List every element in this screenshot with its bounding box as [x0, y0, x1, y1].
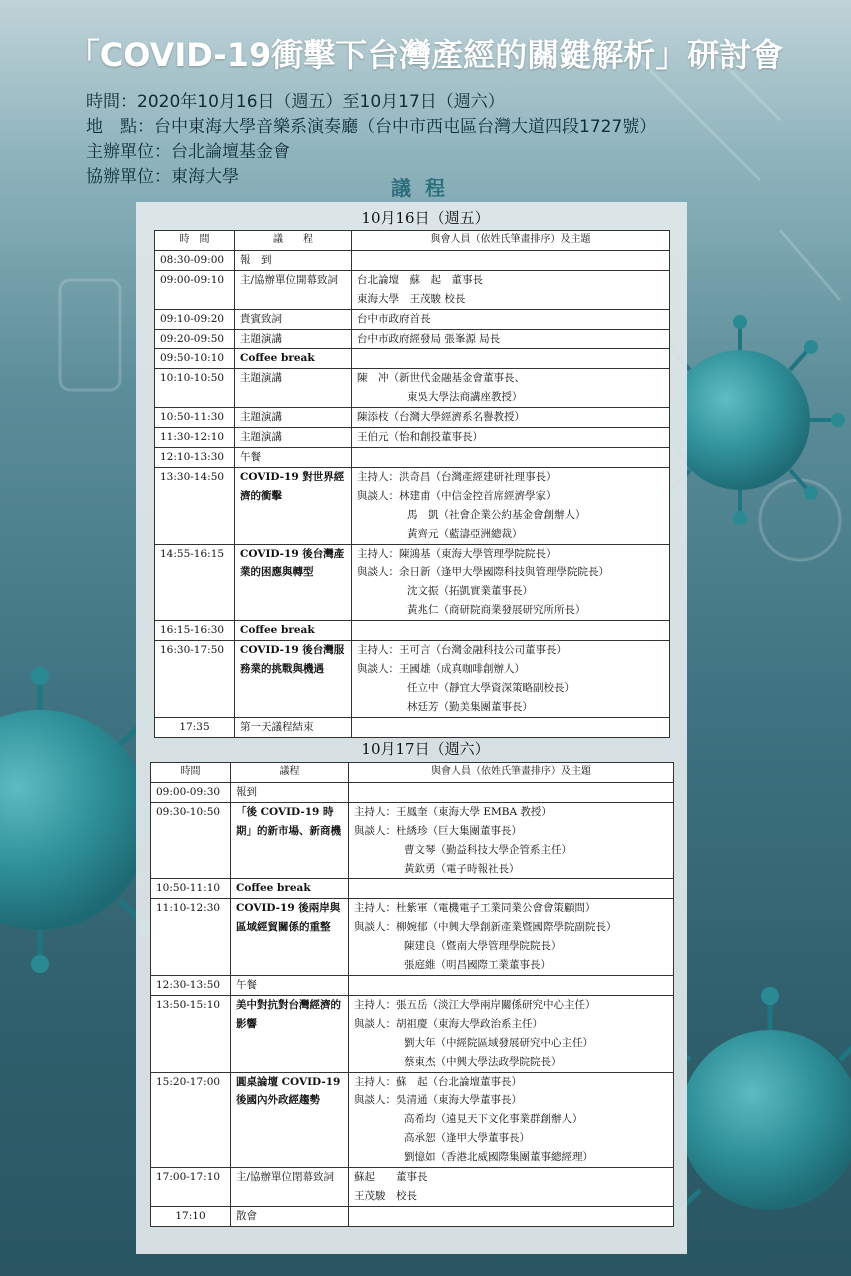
session-people — [352, 467, 670, 544]
participant-line: 任立中（靜宜大學資深策略副校長） — [407, 681, 575, 694]
participant-line: 與談人：吳清通（東海大學董事長） — [354, 1094, 522, 1107]
session-time: 15:20-17:00 — [151, 1072, 231, 1168]
session-topic: Coffee break — [235, 349, 352, 369]
table-row — [155, 641, 670, 718]
participant-line: 主持人：王可言（台灣金融科技公司董事長） — [357, 644, 567, 657]
participant-line: 與談人：余日新（逢甲大學國際科技與管理學院院長） — [357, 566, 609, 579]
session-topic: 午餐 — [235, 447, 352, 467]
participant-line: 曹文琴（勤益科技大學企管系主任） — [404, 843, 572, 856]
session-time: 17:10 — [151, 1206, 231, 1226]
session-time: 11:10-12:30 — [151, 899, 231, 976]
agenda-heading: 議程 — [391, 176, 459, 200]
session-people — [352, 250, 670, 270]
session-time: 10:50-11:30 — [155, 408, 235, 428]
session-people — [352, 329, 670, 349]
session-people — [349, 879, 674, 899]
table-row — [155, 621, 670, 641]
session-topic: 午餐 — [231, 975, 349, 995]
session-time: 10:10-10:50 — [155, 369, 235, 408]
session-time: 17:35 — [155, 717, 235, 737]
session-topic: 主題演講 — [235, 408, 352, 428]
participant-line: 與談人：胡祖慶（東海大學政治系主任） — [354, 1017, 543, 1030]
table-row — [151, 975, 674, 995]
participant-line: 高希均（遠見天下文化事業群創辦人） — [404, 1113, 583, 1126]
session-people — [349, 995, 674, 1072]
event-location: 地 點：台中東海大學音樂系演奏廳（台中市西屯區台灣大道四段1727號） — [86, 117, 657, 137]
day2-label: 10月17日（週六） — [361, 740, 490, 758]
session-people — [352, 349, 670, 369]
session-topic: Coffee break — [235, 621, 352, 641]
participant-line: 與談人：柳婉郁（中興大學創新產業暨國際學院副院長） — [354, 921, 617, 934]
participant-line: 主持人：陳鴻基（東海大學管理學院院長） — [357, 547, 557, 560]
session-time: 09:30-10:50 — [151, 802, 231, 879]
participant-line: 台北論壇 蘇 起 董事長 — [357, 273, 483, 286]
session-time: 16:30-17:50 — [155, 641, 235, 718]
table-row — [155, 270, 670, 309]
participant-line: 蔡東杰（中興大學法政學院院長） — [404, 1055, 562, 1068]
session-people — [352, 621, 670, 641]
table-row — [155, 349, 670, 369]
participant-line: 主持人：洪奇昌（台灣產經建研社理事長） — [357, 470, 557, 483]
participant-line: 主持人：張五岳（淡江大學兩岸關係研究中心主任） — [354, 998, 596, 1011]
participant-line: 陳添枝（台灣大學經濟系名譽教授） — [357, 411, 525, 424]
table-header-row — [151, 763, 674, 783]
page-title: 「COVID-19衝擊下台灣產經的關鍵解析」研討會 — [67, 36, 784, 74]
participant-line: 主持人：杜紫軍（電機電子工業同業公會會策顧問） — [354, 902, 596, 915]
participant-line: 黃齊元（藍濤亞洲總裁） — [407, 527, 523, 540]
virus-right — [662, 315, 845, 525]
table-row — [155, 408, 670, 428]
session-topic: COVID-19 對世界經濟的衝擊 — [235, 467, 352, 544]
table-row — [151, 1072, 674, 1168]
event-organizer: 主辦單位：台北論壇基金會 — [86, 142, 290, 162]
header-time: 時間 — [151, 763, 231, 783]
session-time: 14:55-16:15 — [155, 544, 235, 621]
session-people — [349, 1168, 674, 1207]
session-topic: 第一天議程結束 — [235, 717, 352, 737]
session-topic: 「後 COVID-19 時期」的新市場、新商機 — [231, 802, 349, 879]
session-time: 17:00-17:10 — [151, 1168, 231, 1207]
table-row — [155, 329, 670, 349]
table-row — [151, 782, 674, 802]
participant-line: 高承恕（逢甲大學董事長） — [404, 1132, 530, 1145]
header-people: 與會人員（依姓氏筆畫排序）及主題 — [352, 231, 670, 251]
table-row — [155, 467, 670, 544]
session-time: 12:10-13:30 — [155, 447, 235, 467]
session-people — [352, 270, 670, 309]
session-people — [352, 428, 670, 448]
participant-line: 與談人：杜綉珍（巨大集團董事長） — [354, 824, 522, 837]
session-people — [349, 802, 674, 879]
session-people — [349, 782, 674, 802]
header-topic: 議程 — [231, 763, 349, 783]
session-people — [352, 641, 670, 718]
table-row — [155, 369, 670, 408]
session-topic: 報到 — [231, 782, 349, 802]
session-topic: 主題演講 — [235, 428, 352, 448]
participant-line: 台中市政府經發局 張峯源 局長 — [357, 332, 501, 345]
table-row — [155, 428, 670, 448]
session-people — [349, 975, 674, 995]
session-topic: COVID-19 後兩岸與區域經貿關係的重整 — [231, 899, 349, 976]
participant-line: 黃兆仁（商研院商業發展研究所所長） — [407, 604, 586, 617]
participant-line: 與談人：林建甫（中信金控首席經濟學家） — [357, 489, 557, 502]
header-time: 時 間 — [155, 231, 235, 251]
participant-line: 林廷芳（勤美集團董事長） — [407, 700, 533, 713]
participant-line: 劉憶如（香港北威國際集團董事總經理） — [404, 1151, 593, 1164]
session-time: 11:30-12:10 — [155, 428, 235, 448]
table-row — [151, 802, 674, 879]
participant-line: 黃欽勇（電子時報社長） — [404, 862, 520, 875]
participant-line: 東吳大學法商講座教授） — [407, 391, 523, 404]
table-row — [155, 544, 670, 621]
session-topic: 圓桌論壇 COVID-19 後國內外政經趨勢 — [231, 1072, 349, 1168]
table-row — [151, 1206, 674, 1226]
session-people — [349, 1072, 674, 1168]
session-time: 16:15-16:30 — [155, 621, 235, 641]
session-time: 08:30-09:00 — [155, 250, 235, 270]
participant-line: 東海大學 王茂駿 校長 — [357, 292, 466, 305]
table-row — [155, 309, 670, 329]
session-people — [349, 899, 674, 976]
table-row — [155, 717, 670, 737]
participant-line: 劉大年（中經院區域發展研究中心主任） — [404, 1036, 593, 1049]
session-topic: 主/協辦單位開幕致詞 — [235, 270, 352, 309]
event-time: 時間：2020年10月16日（週五）至10月17日（週六） — [86, 92, 505, 112]
participant-line: 王伯元（怡和創投董事長） — [357, 431, 483, 444]
day1-label: 10月16日（週五） — [361, 209, 490, 227]
session-people — [352, 309, 670, 329]
session-time: 13:30-14:50 — [155, 467, 235, 544]
table-row — [155, 447, 670, 467]
participant-line: 蘇起 董事長 — [354, 1171, 428, 1184]
participant-line: 馬 凱（社會企業公約基金會創辦人） — [407, 508, 586, 521]
participant-line: 陳 冲（新世代金融基金會董事長、 — [357, 372, 525, 385]
session-time: 09:20-09:50 — [155, 329, 235, 349]
table-row — [151, 1168, 674, 1207]
session-topic: 主題演講 — [235, 329, 352, 349]
session-topic: 報 到 — [235, 250, 352, 270]
session-time: 09:10-09:20 — [155, 309, 235, 329]
session-time: 10:50-11:10 — [151, 879, 231, 899]
day1-schedule-table — [154, 230, 670, 738]
session-people — [352, 447, 670, 467]
participant-line: 王茂駿 校長 — [354, 1189, 417, 1202]
event-co-organizer: 協辦單位：東海大學 — [86, 167, 239, 187]
session-time: 12:30-13:50 — [151, 975, 231, 995]
session-topic: 貴賓致詞 — [235, 309, 352, 329]
participant-line: 台中市政府首長 — [357, 312, 431, 325]
session-topic: 美中對抗對台灣經濟的影響 — [231, 995, 349, 1072]
header-people: 與會人員（依姓氏筆畫排序）及主題 — [349, 763, 674, 783]
day2-schedule-table — [150, 762, 674, 1227]
participant-line: 沈文振（拓凱實業董事長） — [407, 585, 533, 598]
session-people — [352, 369, 670, 408]
participant-line: 張庭維（明昌國際工業董事長） — [404, 959, 551, 972]
session-topic: 散會 — [231, 1206, 349, 1226]
table-header-row — [155, 231, 670, 251]
table-row — [151, 995, 674, 1072]
participant-line: 陳建良（暨南大學管理學院院長） — [404, 940, 562, 953]
header-topic: 議 程 — [235, 231, 352, 251]
session-people — [352, 544, 670, 621]
session-topic: 主/協辦單位閉幕致詞 — [231, 1168, 349, 1207]
session-people — [352, 717, 670, 737]
session-topic: COVID-19 後台灣產業的困應與轉型 — [235, 544, 352, 621]
session-time: 09:50-10:10 — [155, 349, 235, 369]
session-time: 09:00-09:30 — [151, 782, 231, 802]
table-row — [151, 899, 674, 976]
participant-line: 主持人：蘇 起（台北論壇董事長） — [354, 1075, 522, 1088]
session-time: 09:00-09:10 — [155, 270, 235, 309]
session-topic: COVID-19 後台灣服務業的挑戰與機遇 — [235, 641, 352, 718]
session-time: 13:50-15:10 — [151, 995, 231, 1072]
session-people — [352, 408, 670, 428]
participant-line: 主持人：王鳳奎（東海大學 EMBA 教授） — [354, 805, 552, 818]
table-row — [151, 879, 674, 899]
session-people — [349, 1206, 674, 1226]
session-topic: Coffee break — [231, 879, 349, 899]
session-topic: 主題演講 — [235, 369, 352, 408]
participant-line: 與談人：王國雄（成真咖啡創辦人） — [357, 662, 525, 675]
table-row — [155, 250, 670, 270]
